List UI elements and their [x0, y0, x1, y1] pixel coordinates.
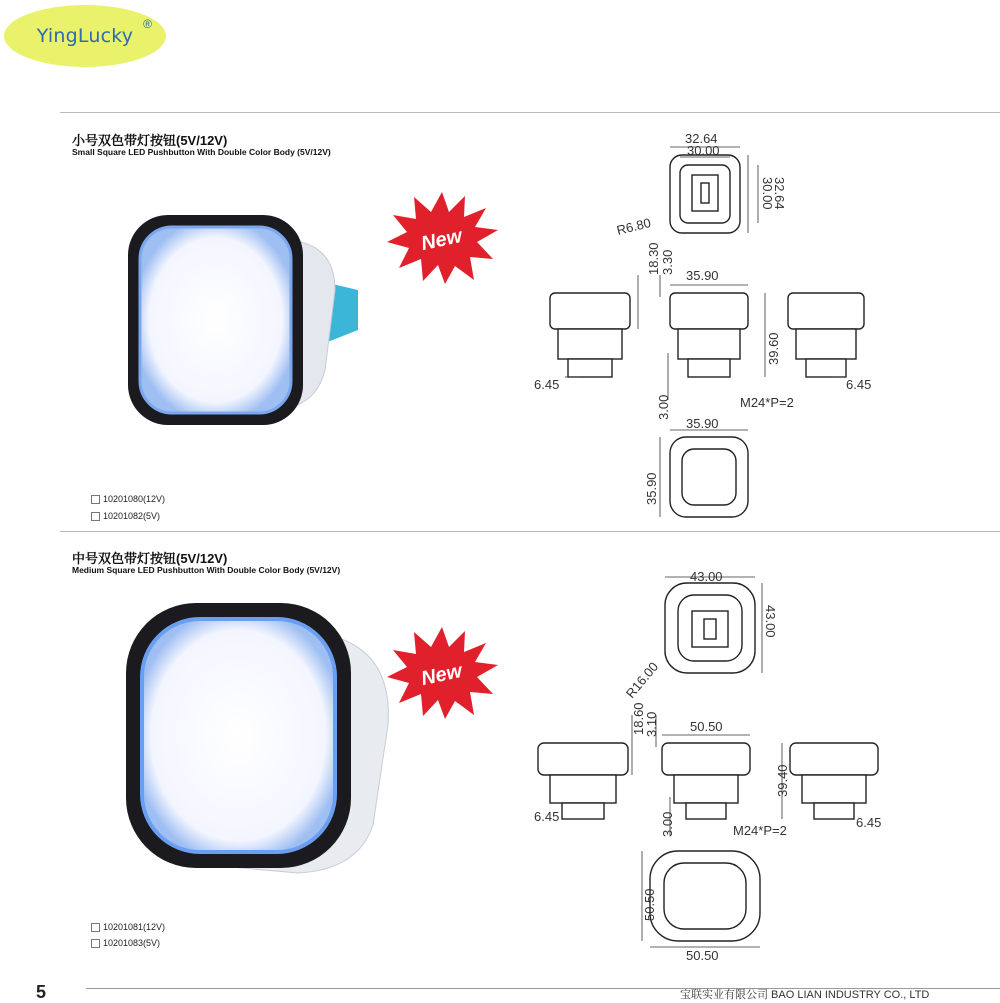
p2-pin-length: 3.00 [660, 811, 675, 837]
p1-bottom-width: 35.90 [686, 416, 719, 431]
checkbox-icon[interactable] [91, 512, 100, 521]
p2-bottom-height: 50.50 [642, 888, 657, 921]
product-2-drawing [520, 565, 900, 965]
p2-thread: M24*P=2 [733, 823, 787, 838]
new-starburst-icon [385, 190, 500, 285]
top-divider [60, 112, 1000, 113]
p2-height-a: 18.60 [631, 702, 646, 735]
product-2-code-5v[interactable]: 10201083(5V) [91, 938, 160, 948]
p1-top-height-outer: 32.64 [772, 177, 787, 210]
product-2-badge: New [419, 660, 464, 691]
p2-pin-left: 6.45 [534, 809, 560, 824]
p1-top-width-inner: 30.00 [687, 143, 720, 158]
p1-face-width: 35.90 [686, 268, 719, 283]
p2-top-width: 43.00 [690, 569, 723, 584]
p2-height-b: 3.10 [644, 711, 659, 737]
checkbox-icon[interactable] [91, 939, 100, 948]
product-1-title-cn: 小号双色带灯按钮(5V/12V) [72, 133, 228, 148]
product-1-code-5v[interactable]: 10201082(5V) [91, 511, 160, 521]
page-number: 5 [36, 982, 47, 1002]
middle-divider [60, 531, 1000, 532]
p2-radius: R16.00 [622, 659, 662, 701]
p2-total-height: 39.40 [775, 764, 790, 797]
p1-height-a: 18.30 [646, 242, 661, 275]
product-2-title-cn: 中号双色带灯按钮(5V/12V) [72, 551, 228, 566]
p1-thread: M24*P=2 [740, 395, 794, 410]
checkbox-icon[interactable] [91, 923, 100, 932]
p1-pin-left: 6.45 [534, 377, 560, 392]
product-1-badge: New [419, 225, 464, 256]
p1-pin-right: 6.45 [846, 377, 872, 392]
product-2-code-12v[interactable]: 10201081(12V) [91, 922, 165, 932]
p1-top-width-outer: 32.64 [685, 131, 718, 146]
product-1-code-12v[interactable]: 10201080(12V) [91, 494, 165, 504]
p2-top-height: 43.00 [763, 605, 778, 638]
product-1-photo [120, 195, 370, 440]
p2-bottom-width: 50.50 [686, 948, 719, 963]
p1-top-height-inner: 30.00 [760, 177, 775, 210]
p1-total-height: 39.60 [766, 332, 781, 365]
product-2-title-en: Medium Square LED Pushbutton With Double Color Body (5V/12V) [72, 565, 341, 575]
brand-name: YingLucky [36, 25, 134, 47]
brand-reg-mark: ® [143, 17, 152, 31]
product-2-photo [118, 595, 398, 880]
p1-radius: R6.80 [615, 214, 653, 238]
product-1-drawing [520, 125, 900, 525]
brand-logo [4, 5, 166, 67]
p1-bottom-height: 35.90 [644, 472, 659, 505]
company-name: 宝联实业有限公司 BAO LIAN INDUSTRY CO., LTD [680, 989, 930, 1001]
p1-height-b: 3.30 [660, 249, 675, 275]
checkbox-icon[interactable] [91, 495, 100, 504]
p1-pin-length: 3.00 [656, 394, 671, 420]
product-1-title-en: Small Square LED Pushbutton With Double Color Body (5V/12V) [72, 147, 331, 157]
new-starburst-icon [385, 625, 500, 720]
p2-pin-right: 6.45 [856, 815, 882, 830]
p2-face-width: 50.50 [690, 719, 723, 734]
